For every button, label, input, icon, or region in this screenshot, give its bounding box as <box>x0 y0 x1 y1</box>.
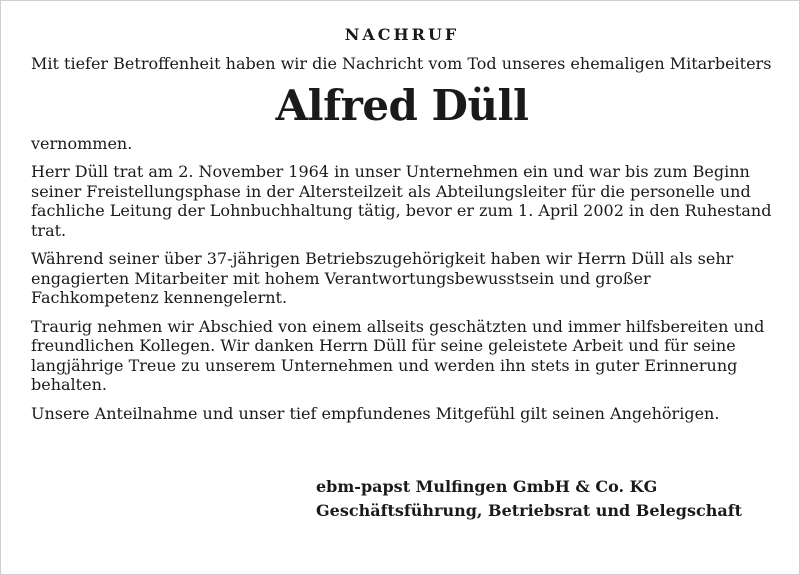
paragraph-tenure: Während seiner über 37-jährigen Betriebszugehörigkeit haben wir Herrn Düll als sehr engagierten Mitarbeiter mit hohem Verantwortungsbewusstsein und großer Fachkompetenz kennengelernt. <box>31 249 734 307</box>
paragraph-farewell: Traurig nehmen wir Abschied von einem allseits geschätzten und immer hilfsbereiten und freundlichen Kollegen. Wir danken Herrn Düll für seine geleistete Arbeit und für seine langjährige Treue zu unserem Unternehmen und werden ihn stets in guter Erinnerung behalten. <box>31 316 765 394</box>
company-name: ebm-papst Mulfingen GmbH & Co. KG <box>316 477 658 496</box>
deceased-name: Alfred Düll <box>275 80 529 130</box>
obituary-heading: NACHRUF <box>344 25 460 44</box>
signature-block <box>316 475 742 523</box>
intro-text: Mit tiefer Betroffenheit haben wir die Nachricht vom Tod unseres ehemaligen Mitarbeiters <box>31 54 772 73</box>
intro-end-text: vernommen. <box>31 133 133 153</box>
paragraph-career: Herr Düll trat am 2. November 1964 in unser Unternehmen ein und war bis zum Beginn seiner Freistellungsphase in der Altersteilzeit als Abteilungsleiter für die personelle und fachliche Leitung der Lohnbuchhaltung tätig, bevor er zum 1. April 2002 in den Ruhestand trat. <box>31 162 772 240</box>
obituary-body <box>31 24 773 423</box>
paragraph-condolence: Unsere Anteilnahme und unser tief empfundenes Mitgefühl gilt seinen Angehörigen. <box>31 403 720 423</box>
signatories: Geschäftsführung, Betriebsrat und Belegschaft <box>316 501 742 520</box>
